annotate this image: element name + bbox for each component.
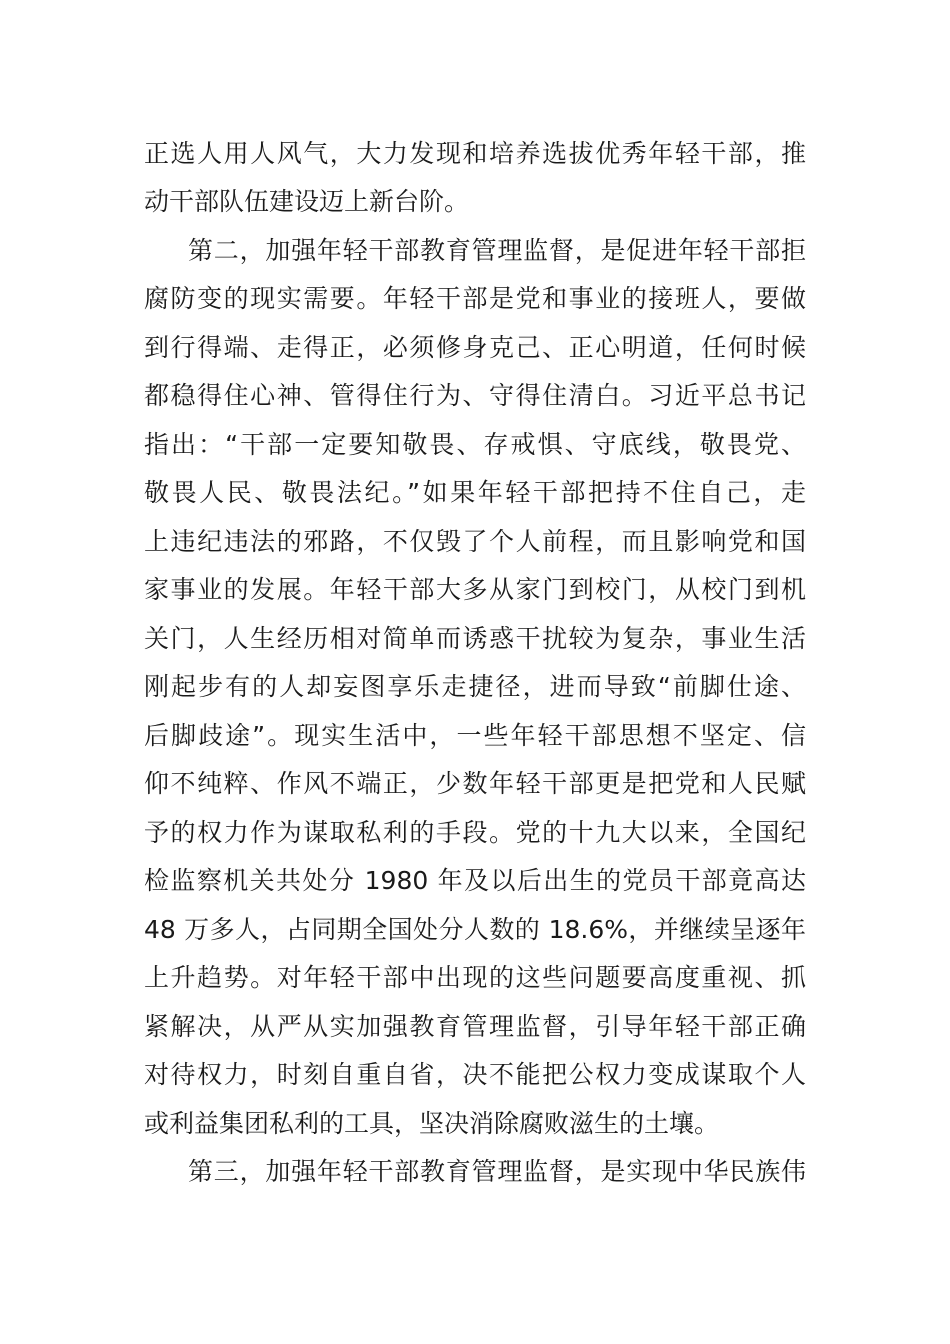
paragraph-line: 刚起步有的人却妄图享乐走捷径，进而导致“前脚仕途、 (144, 672, 806, 701)
paragraph-line: 上违纪违法的邪路，不仅毁了个人前程，而且影响党和国 (144, 527, 806, 556)
paragraph-line: 后脚歧途”。现实生活中，一些年轻干部思想不坚定、信 (144, 721, 806, 750)
paragraph-line: 家事业的发展。年轻干部大多从家门到校门，从校门到机 (144, 575, 806, 604)
paragraph-line: 正选人用人风气，大力发现和培养选拔优秀年轻干部，推 (144, 139, 806, 168)
paragraph-line: 第三，加强年轻干部教育管理监督，是实现中华民族伟 (188, 1157, 806, 1186)
paragraph-line: 48 万多人，占同期全国处分人数的 18.6%，并继续呈逐年 (144, 915, 806, 944)
paragraph-line: 都稳得住心神、管得住行为、守得住清白。习近平总书记 (144, 381, 806, 410)
paragraph-line: 予的权力作为谋取私利的手段。党的十九大以来，全国纪 (144, 818, 806, 847)
paragraph-line: 仰不纯粹、作风不端正，少数年轻干部更是把党和人民赋 (144, 769, 806, 798)
paragraph-line: 紧解决，从严从实加强教育管理监督，引导年轻干部正确 (144, 1012, 806, 1041)
paragraph-line: 上升趋势。对年轻干部中出现的这些问题要高度重视、抓 (144, 963, 806, 992)
paragraph-line: 检监察机关共处分 1980 年及以后出生的党员干部竟高达 (144, 866, 806, 895)
paragraph-line: 敬畏人民、敬畏法纪。”如果年轻干部把持不住自己，走 (144, 478, 806, 507)
paragraph-line: 腐防变的现实需要。年轻干部是党和事业的接班人，要做 (144, 284, 806, 313)
paragraph-line: 到行得端、走得正，必须修身克己、正心明道，任何时候 (144, 333, 806, 362)
paragraph-line: 或利益集团私利的工具，坚决消除腐败滋生的土壤。 (144, 1109, 720, 1138)
paragraph-line: 第二，加强年轻干部教育管理监督，是促进年轻干部拒 (188, 236, 806, 265)
paragraph-line: 指出：“干部一定要知敬畏、存戒惧、守底线，敬畏党、 (144, 430, 806, 459)
paragraph-line: 对待权力，时刻自重自省，决不能把公权力变成谋取个人 (144, 1060, 806, 1089)
paragraph-line: 关门，人生经历相对简单而诱惑干扰较为复杂，事业生活 (144, 624, 806, 653)
paragraph-line: 动干部队伍建设迈上新台阶。 (144, 187, 470, 216)
